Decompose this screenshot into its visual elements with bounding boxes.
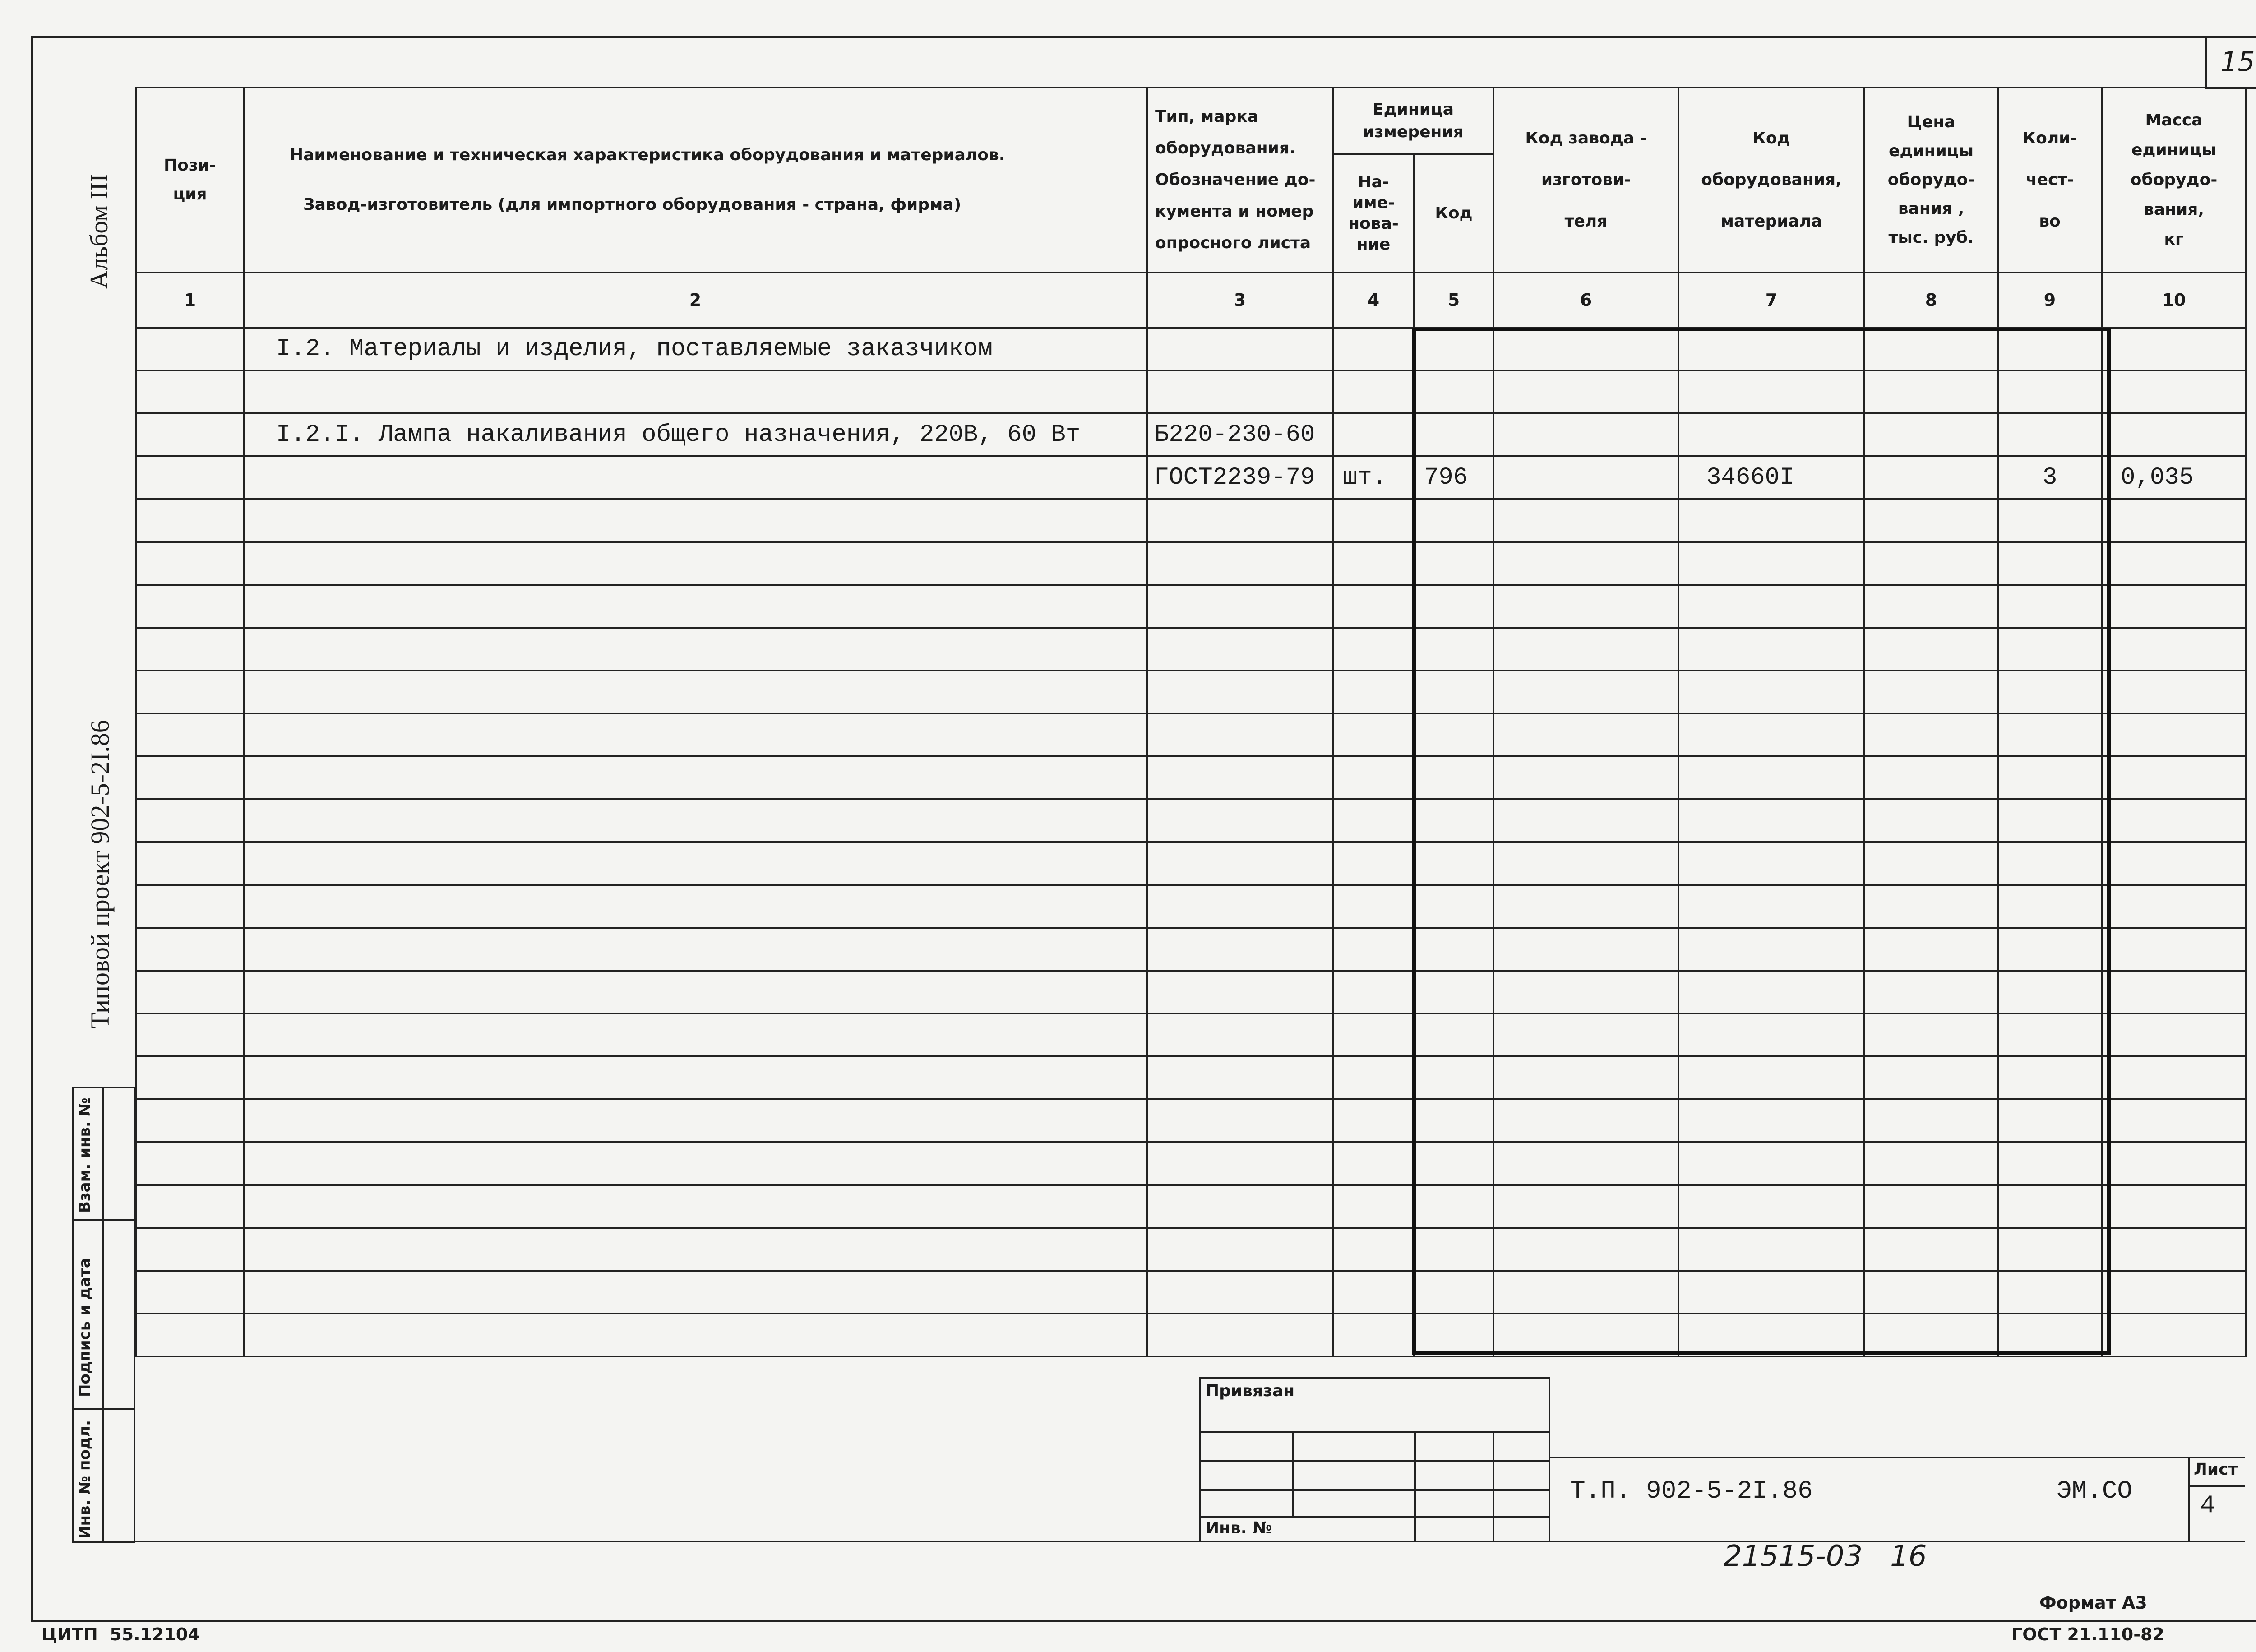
table-cell — [1333, 713, 1414, 756]
table-cell — [244, 1228, 1147, 1271]
table-cell: I.2.I. Лампа накаливания общего назначения, 220В, 60 Вт — [244, 413, 1147, 456]
table-cell — [1147, 328, 1333, 370]
table-cell — [136, 842, 244, 885]
table-cell — [244, 542, 1147, 585]
page-number: 15 — [2205, 36, 2256, 89]
table-cell — [2102, 1056, 2246, 1099]
table-cell — [1147, 1099, 1333, 1142]
table-cell — [1333, 628, 1414, 671]
stamp-bottom-line — [135, 1541, 2245, 1542]
table-cell — [2102, 328, 2246, 370]
table-cell — [244, 971, 1147, 1013]
header-quantity: Коли- чест- во — [1998, 88, 2102, 273]
table-cell — [244, 499, 1147, 542]
table-cell — [1333, 585, 1414, 628]
table-cell — [136, 413, 244, 456]
table-cell — [244, 1271, 1147, 1314]
table-cell — [244, 885, 1147, 928]
table-cell — [136, 756, 244, 799]
header-type: Тип, марка оборудования. Обозначение до- кумента и номер опросного листа — [1147, 88, 1333, 273]
table-cell — [1147, 542, 1333, 585]
table-cell — [1333, 1271, 1414, 1314]
table-cell — [1333, 370, 1414, 413]
table-cell — [136, 671, 244, 713]
table-cell — [244, 1185, 1147, 1228]
table-cell — [1333, 671, 1414, 713]
side-field-signature-date: Подпись и дата — [76, 1258, 94, 1397]
table-cell — [136, 1013, 244, 1056]
table-cell — [2102, 928, 2246, 971]
table-cell — [1147, 1271, 1333, 1314]
table-cell — [1333, 1185, 1414, 1228]
table-cell — [2102, 713, 2246, 756]
bold-outline-columns-5-9 — [1412, 328, 2111, 1355]
header-unit-group: Единица измерения — [1333, 88, 1493, 154]
table-cell — [2102, 542, 2246, 585]
table-cell — [1333, 413, 1414, 456]
table-cell — [136, 713, 244, 756]
table-cell — [1333, 1228, 1414, 1271]
stamp-main-line — [1549, 1457, 2245, 1458]
table-cell — [1333, 1099, 1414, 1142]
table-cell — [136, 628, 244, 671]
table-cell: ГОСТ2239-79 — [1147, 456, 1333, 499]
table-cell — [1333, 499, 1414, 542]
table-cell — [2102, 1013, 2246, 1056]
table-cell — [2102, 413, 2246, 456]
table-cell — [244, 1056, 1147, 1099]
table-cell — [136, 370, 244, 413]
column-number: 8 — [1864, 273, 1998, 328]
header-unit-price: Цена единицы оборудо- вания , тыс. руб. — [1864, 88, 1998, 273]
table-cell: шт. — [1333, 456, 1414, 499]
table-cell — [1147, 928, 1333, 971]
stamp-sheet-number: 4 — [2200, 1491, 2215, 1520]
table-cell — [2102, 1271, 2246, 1314]
column-number: 1 — [136, 273, 244, 328]
side-field-replace-inv: Взам. инв. № — [76, 1097, 94, 1213]
stamp-sheet-box — [2188, 1457, 2245, 1542]
table-cell — [136, 928, 244, 971]
table-cell — [2102, 370, 2246, 413]
header-name: Наименование и техническая характеристика оборудования и материалов. Завод-изготовитель (для импортного оборудования - страна, фирма) — [244, 88, 1147, 273]
gost-label: ГОСТ 21.110-82 — [2011, 1624, 2164, 1644]
table-cell — [2102, 628, 2246, 671]
header-factory-code: Код завода - изготови- теля — [1493, 88, 1678, 273]
table-cell — [244, 713, 1147, 756]
table-cell — [136, 456, 244, 499]
table-cell — [244, 1013, 1147, 1056]
table-cell — [2102, 671, 2246, 713]
table-cell — [136, 1056, 244, 1099]
table-cell — [1333, 1314, 1414, 1356]
project-label: Типовой проект 902-5-2I.86 — [85, 720, 115, 1029]
table-cell — [1147, 799, 1333, 842]
header-unit-name: На- име- нова- ние — [1333, 154, 1414, 273]
column-number: 4 — [1333, 273, 1414, 328]
table-cell — [1147, 1056, 1333, 1099]
table-cell — [244, 628, 1147, 671]
header-unit-mass: Масса единицы оборудо- вания, кг — [2102, 88, 2246, 273]
table-cell — [1147, 842, 1333, 885]
column-number: 7 — [1678, 273, 1864, 328]
table-cell — [1333, 1013, 1414, 1056]
table-cell — [136, 585, 244, 628]
stamp-sheet-label: Лист — [2194, 1460, 2238, 1479]
table-cell — [2102, 1099, 2246, 1142]
stamp-designation: Т.П. 902-5-2I.86 — [1570, 1476, 1813, 1505]
table-cell — [2102, 499, 2246, 542]
table-cell — [244, 456, 1147, 499]
table-cell: 34660I — [1678, 456, 1864, 499]
table-cell — [136, 328, 244, 370]
stamp-inv-label: Инв. № — [1206, 1519, 1272, 1537]
table-cell: I.2. Материалы и изделия, поставляемые заказчиком — [244, 328, 1147, 370]
header-position: Пози- ция — [136, 88, 244, 273]
table-cell — [1147, 585, 1333, 628]
table-cell — [2102, 1228, 2246, 1271]
archive-number: 21515-03 16 — [1724, 1540, 1927, 1573]
table-cell — [2102, 1142, 2246, 1185]
table-cell — [244, 370, 1147, 413]
table-cell — [136, 542, 244, 585]
table-cell — [244, 585, 1147, 628]
table-cell — [2102, 799, 2246, 842]
table-cell — [1333, 799, 1414, 842]
table-cell — [1333, 542, 1414, 585]
table-cell — [1333, 756, 1414, 799]
table-cell — [1147, 499, 1333, 542]
table-cell — [244, 842, 1147, 885]
table-cell — [1147, 1185, 1333, 1228]
table-cell — [1147, 1142, 1333, 1185]
table-cell — [1147, 1228, 1333, 1271]
table-cell — [2102, 1185, 2246, 1228]
table-cell — [1147, 671, 1333, 713]
stamp-block — [1199, 1377, 1550, 1542]
table-cell — [136, 1271, 244, 1314]
table-cell — [136, 499, 244, 542]
column-number: 3 — [1147, 273, 1333, 328]
table-cell — [136, 1228, 244, 1271]
table-cell — [136, 885, 244, 928]
table-cell: Б220-230-60 — [1147, 413, 1333, 456]
table-cell — [1147, 628, 1333, 671]
table-cell: 0,035 — [2102, 456, 2246, 499]
table-cell — [1147, 885, 1333, 928]
table-cell — [136, 1185, 244, 1228]
table-cell — [1333, 1056, 1414, 1099]
table-cell — [136, 971, 244, 1013]
table-cell — [1147, 756, 1333, 799]
column-numbers-row — [136, 273, 2246, 328]
stamp-tied-label: Привязан — [1206, 1382, 1295, 1400]
table-cell — [1147, 1013, 1333, 1056]
table-cell — [136, 1314, 244, 1356]
table-cell — [1147, 370, 1333, 413]
table-cell — [244, 1142, 1147, 1185]
column-number: 2 — [244, 273, 1147, 328]
table-cell — [136, 1142, 244, 1185]
format-label: Формат А3 — [2039, 1593, 2147, 1613]
album-label: Альбом III — [85, 174, 113, 289]
table-cell — [244, 671, 1147, 713]
table-cell — [244, 928, 1147, 971]
table-cell — [136, 799, 244, 842]
table-cell — [1333, 928, 1414, 971]
table-cell: 3 — [1998, 456, 2102, 499]
table-cell — [1333, 1142, 1414, 1185]
header-unit-code: Код — [1414, 154, 1493, 273]
stamp-code: ЭМ.СО — [2057, 1476, 2133, 1505]
table-cell — [1147, 971, 1333, 1013]
table-cell — [2102, 1314, 2246, 1356]
table-cell — [1333, 328, 1414, 370]
table-cell — [2102, 585, 2246, 628]
table-cell — [1333, 842, 1414, 885]
column-number: 10 — [2102, 273, 2246, 328]
table-cell — [2102, 885, 2246, 928]
table-cell: 796 — [1414, 456, 1493, 499]
table-cell — [1333, 971, 1414, 1013]
header-equipment-code: Код оборудования, материала — [1678, 88, 1864, 273]
table-cell — [1147, 1314, 1333, 1356]
column-number: 6 — [1493, 273, 1678, 328]
bottom-left-label: ЦИТП 55.12104 — [42, 1624, 200, 1644]
table-cell — [2102, 842, 2246, 885]
table-cell — [2102, 971, 2246, 1013]
column-number: 9 — [1998, 273, 2102, 328]
table-cell — [244, 799, 1147, 842]
table-cell — [1147, 713, 1333, 756]
table-cell — [244, 1314, 1147, 1356]
table-cell — [244, 756, 1147, 799]
table-cell — [1333, 885, 1414, 928]
side-field-inv-original: Инв. № подл. — [76, 1420, 94, 1539]
column-number: 5 — [1414, 273, 1493, 328]
table-cell — [136, 1099, 244, 1142]
table-cell — [2102, 756, 2246, 799]
table-cell — [244, 1099, 1147, 1142]
